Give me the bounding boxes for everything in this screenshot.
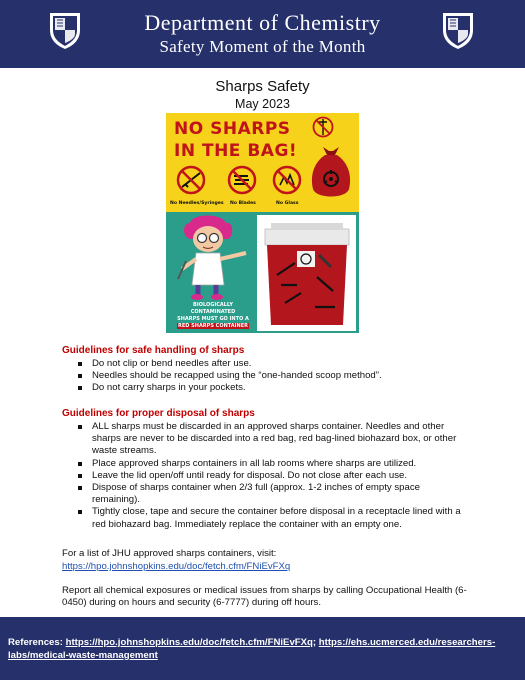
list-item: Leave the lid open/off until ready for disposal. Do not close after each use. bbox=[62, 470, 467, 482]
poster-headline: NO SHARPS IN THE BAG! bbox=[174, 119, 298, 161]
list-item: ALL sharps must be discarded in an approved sharps container. Needles and other sharps are never to be discarded into a red bag, red bag-lined biohazard box, or other waste streams. bbox=[62, 421, 467, 458]
cartoon-scientist-illustration bbox=[172, 213, 256, 301]
biohazard-bag-icon bbox=[309, 143, 353, 201]
list-item: Dispose of sharps container when 2/3 full (approx. 1-2 inches of empty space remaining). bbox=[62, 482, 467, 506]
header-banner bbox=[0, 0, 525, 68]
reference-separator: ; bbox=[312, 637, 319, 648]
handling-guidelines-list bbox=[62, 358, 467, 395]
sharps-container-photo bbox=[257, 215, 356, 331]
list-item: Do not clip or bend needles after use. bbox=[62, 358, 467, 370]
no-syringe-icon bbox=[312, 116, 334, 138]
references-text bbox=[8, 637, 518, 662]
references-label: References: bbox=[8, 637, 66, 648]
no-needles-label: No Needles/Syringes bbox=[170, 201, 224, 206]
safety-moment-subtitle: Safety Moment of the Month bbox=[159, 37, 366, 56]
no-blades-icon bbox=[227, 165, 257, 195]
list-item: Tightly close, tape and secure the container before disposal in a receptacle lined with a red biohazard bag. Immediately replace the container with an empty one. bbox=[62, 506, 467, 530]
reference-link-jhu[interactable]: https://hpo.johnshopkins.edu/doc/fetch.cfm/FNiEvFXq bbox=[65, 637, 313, 648]
no-glass-icon bbox=[272, 165, 302, 195]
poster-caption: BIOLOGICALLY CONTAMINATED SHARPS MUST GO INTO A RED SHARPS CONTAINER bbox=[177, 302, 249, 329]
no-needles-icon bbox=[176, 165, 206, 195]
approved-containers-text: For a list of JHU approved sharps containers, visit: bbox=[62, 548, 277, 559]
no-sharps-poster bbox=[166, 113, 359, 333]
no-glass-label: No Glass bbox=[276, 201, 299, 206]
approved-containers-link[interactable]: https://hpo.johnshopkins.edu/doc/fetch.cfm/FNiEvFXq bbox=[62, 561, 291, 572]
list-item: Needles should be recapped using the “one-handed scoop method”. bbox=[62, 370, 467, 382]
reference-link-ucmerced[interactable]: https://ehs.ucmerced.edu/researchers-labs/medical-waste-management bbox=[8, 637, 496, 661]
no-blades-label: No Blades bbox=[230, 201, 256, 206]
document-title: Sharps Safety bbox=[215, 78, 310, 95]
university-shield-logo bbox=[441, 10, 475, 50]
handling-guidelines-heading: Guidelines for safe handling of sharps bbox=[62, 345, 245, 356]
list-item: Do not carry sharps in your pockets. bbox=[62, 382, 467, 394]
document-date: May 2023 bbox=[235, 97, 290, 111]
disposal-guidelines-list bbox=[62, 421, 467, 531]
list-item: Place approved sharps containers in all lab rooms where sharps are utilized. bbox=[62, 458, 467, 470]
references-footer bbox=[0, 617, 525, 680]
department-title: Department of Chemistry bbox=[144, 10, 381, 35]
disposal-guidelines-heading: Guidelines for proper disposal of sharps bbox=[62, 408, 255, 419]
report-paragraph: Report all chemical exposures or medical issues from sharps by calling Occupational Health (6-0450) during on hours and security (6-7777) during off hours. bbox=[62, 585, 467, 609]
